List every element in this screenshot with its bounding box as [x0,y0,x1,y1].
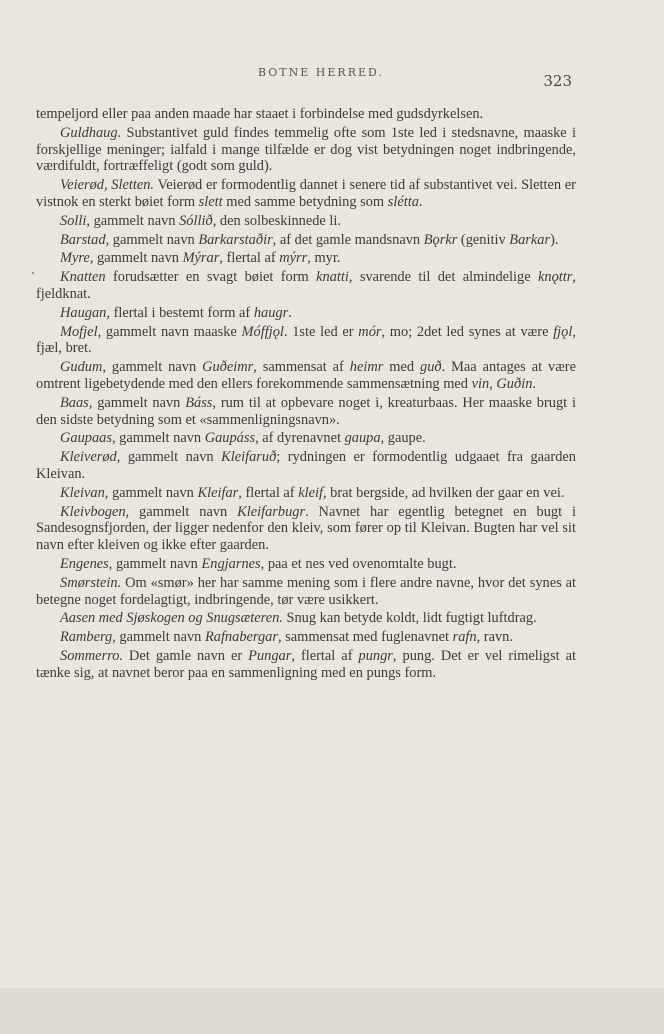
text-run: , den solbeskinnede li. [212,212,341,229]
italic-form: Báss [185,394,213,411]
entry-term: Mofjel, [60,323,102,340]
italic-form: Bǫrkr [423,231,458,248]
text-run: gammelt navn maaske [101,323,242,340]
italic-form: Barkarstaðir [198,231,273,248]
italic-form: Kleifarbugr [237,503,306,520]
text-run: , rum til at opbevare noget i, kreaturbaas. Her maaske brugt i den sidste betydning som et «sammenligningsnavn». [36,394,576,428]
entry-paragraph [36,250,576,267]
italic-form: slett [198,193,223,210]
text-run: ). [550,231,559,248]
text-run: Det gamle navn er [123,647,249,664]
text-run: , sammensat med fuglenavnet [277,629,453,646]
entry-paragraph [36,232,576,249]
text-run: Snug kan betyde koldt, lidt fugtigt luftdrag. [282,610,537,627]
text-run: , fjæl, bret. [36,323,576,357]
text-run: , fjeldknat. [36,269,576,302]
entry-term: Haugan, [60,304,110,321]
entry-term: Engenes, [60,555,113,572]
text-run: , brat bergside, ad hvilken der gaar en vei. [322,484,565,501]
text-run: med [383,359,420,376]
entry-paragraph [36,395,576,429]
italic-form: gaupa [344,430,381,447]
text-run: , svarende til det almindelige [348,269,539,286]
italic-form: pungr [358,647,393,664]
entry-paragraph [36,430,576,447]
entry-paragraph [36,359,576,393]
text-run: (genitiv [457,231,510,248]
entry-paragraph [36,177,576,211]
entry-term: Sommerro. [60,647,124,664]
italic-form: rafn [452,629,477,646]
entry-paragraph [36,629,576,646]
entry-term: Ramberg, [60,629,116,646]
italic-form: Guðin [496,375,533,392]
entry-paragraph [36,648,576,682]
italic-form: haugr [253,304,289,321]
text-run: gammelt navn [108,484,198,501]
italic-form: Guðeimr [202,359,254,376]
text-run: , pung. Det er vel rimeligst at tænke sig, at navnet beror paa en sammenligning med en pungs form. [36,647,576,681]
entry-term: Gudum, [60,359,106,376]
running-head: BOTNE HERRED. [258,66,384,79]
entry-term: Barstad, [60,231,110,248]
entry-paragraph [36,213,576,230]
body-text [36,106,576,684]
text-run: Veierød er formodentlig dannet i senere tid af substantivet vei. Sletten er vistnok en sterkt bøiet form [36,177,576,210]
entry-paragraph [36,556,576,573]
page-bottom-margin [0,988,664,1034]
text-run: , ravn. [476,629,513,646]
italic-form: Mýrar [182,250,220,267]
text-run: , myr. [307,250,341,267]
text-run: Om «smør» her har samme mening som i flere andre navne, hvor det synes at betegne noget fordelagtigt, indbringende, tør være usikkert. [36,574,576,608]
entry-paragraph [36,485,576,502]
text-run: gammelt navn [120,449,222,466]
entry-paragraph [36,610,576,627]
text-run: tempeljord eller paa anden maade har staaet i forbindelse med gudsdyrkelsen. [36,106,484,122]
text-run: gammelt navn [112,555,202,572]
entry-term: Smørstein. [60,574,122,591]
entry-paragraph [36,125,576,175]
text-run: . [418,193,423,210]
italic-form: Pungar [248,647,292,664]
italic-form: guð [420,359,442,376]
text-run: , af dyrenavnet [255,430,345,447]
entry-term: Aasen med Sjøskogen og Snugsæteren. [60,610,283,627]
entry-term: Gaupaas, [60,430,116,447]
text-run: med samme betydning som [222,193,388,210]
margin-speck [32,272,34,274]
page-number: 323 [543,72,572,90]
text-run: Substantivet guld findes temmelig ofte som 1ste led i stedsnavne, maaske i forskjellige meninger; ialfald i mange tilfælde er dog vist betydningen noget indbringende, værdifuldt, fortræffeligt (godt som guld). [36,124,576,175]
text-run: . [532,375,536,392]
text-run: , af det gamle mandsnavn [272,231,424,248]
italic-form: knǫttr [538,269,573,286]
entry-term: Guldhaug. [60,124,122,141]
text-run: flertal i bestemt form af [109,304,254,321]
italic-form: Kleifar [197,484,239,501]
italic-form: Gaupáss [204,430,256,447]
italic-form: mór [358,323,382,340]
text-run: gammelt navn [93,250,183,267]
italic-form: heimr [349,359,384,376]
entry-term: Myre, [60,250,94,267]
italic-form: kleif [298,484,323,501]
italic-form: Móffjǫl [241,323,284,340]
text-run: , [489,375,497,392]
text-run: , flertal af [238,484,299,501]
entry-paragraph [36,504,576,554]
text-run: . Navnet har egentlig betegnet en bugt i Sandesognsfjorden, der ligger nedenfor den kleiv, som fører op til Kleivan. Bugten har vel sit navn efter kleiven og ikke efter gaarden. [36,503,577,554]
italic-form: Rafnabergar [204,629,278,646]
italic-form: knatti [316,269,349,286]
italic-form: mýrr [279,250,308,267]
text-run: gammelt navn [115,629,205,646]
text-run: gammelt navn [105,359,203,376]
italic-form: Engjarnes [201,555,261,572]
text-run: gammelt navn [129,503,238,520]
text-run: . Maa antages at være omtrent ligebetydende med den ellers forekommende sammensætning med [36,359,576,392]
entry-term: Knatten [60,269,106,286]
italic-form: vin [471,375,490,392]
continued-paragraph [36,106,576,123]
text-run: ; rydningen er formodentlig udgaaet fra gaarden Kleivan. [36,449,576,482]
italic-form: Sóllið [179,212,213,229]
italic-form: fjǫl [553,323,573,340]
text-run: forudsætter en svagt bøiet form [105,269,317,286]
italic-form: Kleifaruð [221,449,277,466]
text-run: , flertal af [291,647,359,664]
entry-term: Veierød, Sletten. [60,177,155,194]
text-run: gammelt navn [92,394,186,411]
text-run: , sammensat af [253,359,350,376]
text-run: , mo; 2det led synes at være [381,323,554,340]
text-run: gammelt navn [115,430,205,447]
text-run: , flertal af [219,250,280,267]
entry-term: Kleivan, [60,484,109,501]
entry-paragraph [36,449,576,483]
text-run: , gaupe. [380,430,426,447]
text-run: . [288,304,292,321]
entry-term: Baas, [60,394,93,411]
italic-form: slétta [387,193,419,210]
entry-term: Kleivbogen, [60,503,130,520]
entry-paragraph [36,324,576,358]
text-run: gammelt navn [89,212,180,229]
italic-form: Barkar [509,231,551,248]
entry-paragraph [36,269,576,303]
text-run: gammelt navn [109,231,199,248]
entry-term: Kleiverød, [60,449,121,466]
entry-paragraph [36,305,576,322]
entry-paragraph [36,575,576,609]
text-run: , paa et nes ved ovenomtalte bugt. [260,555,457,572]
text-run: . 1ste led er [283,323,359,340]
entry-term: Solli, [60,212,90,229]
